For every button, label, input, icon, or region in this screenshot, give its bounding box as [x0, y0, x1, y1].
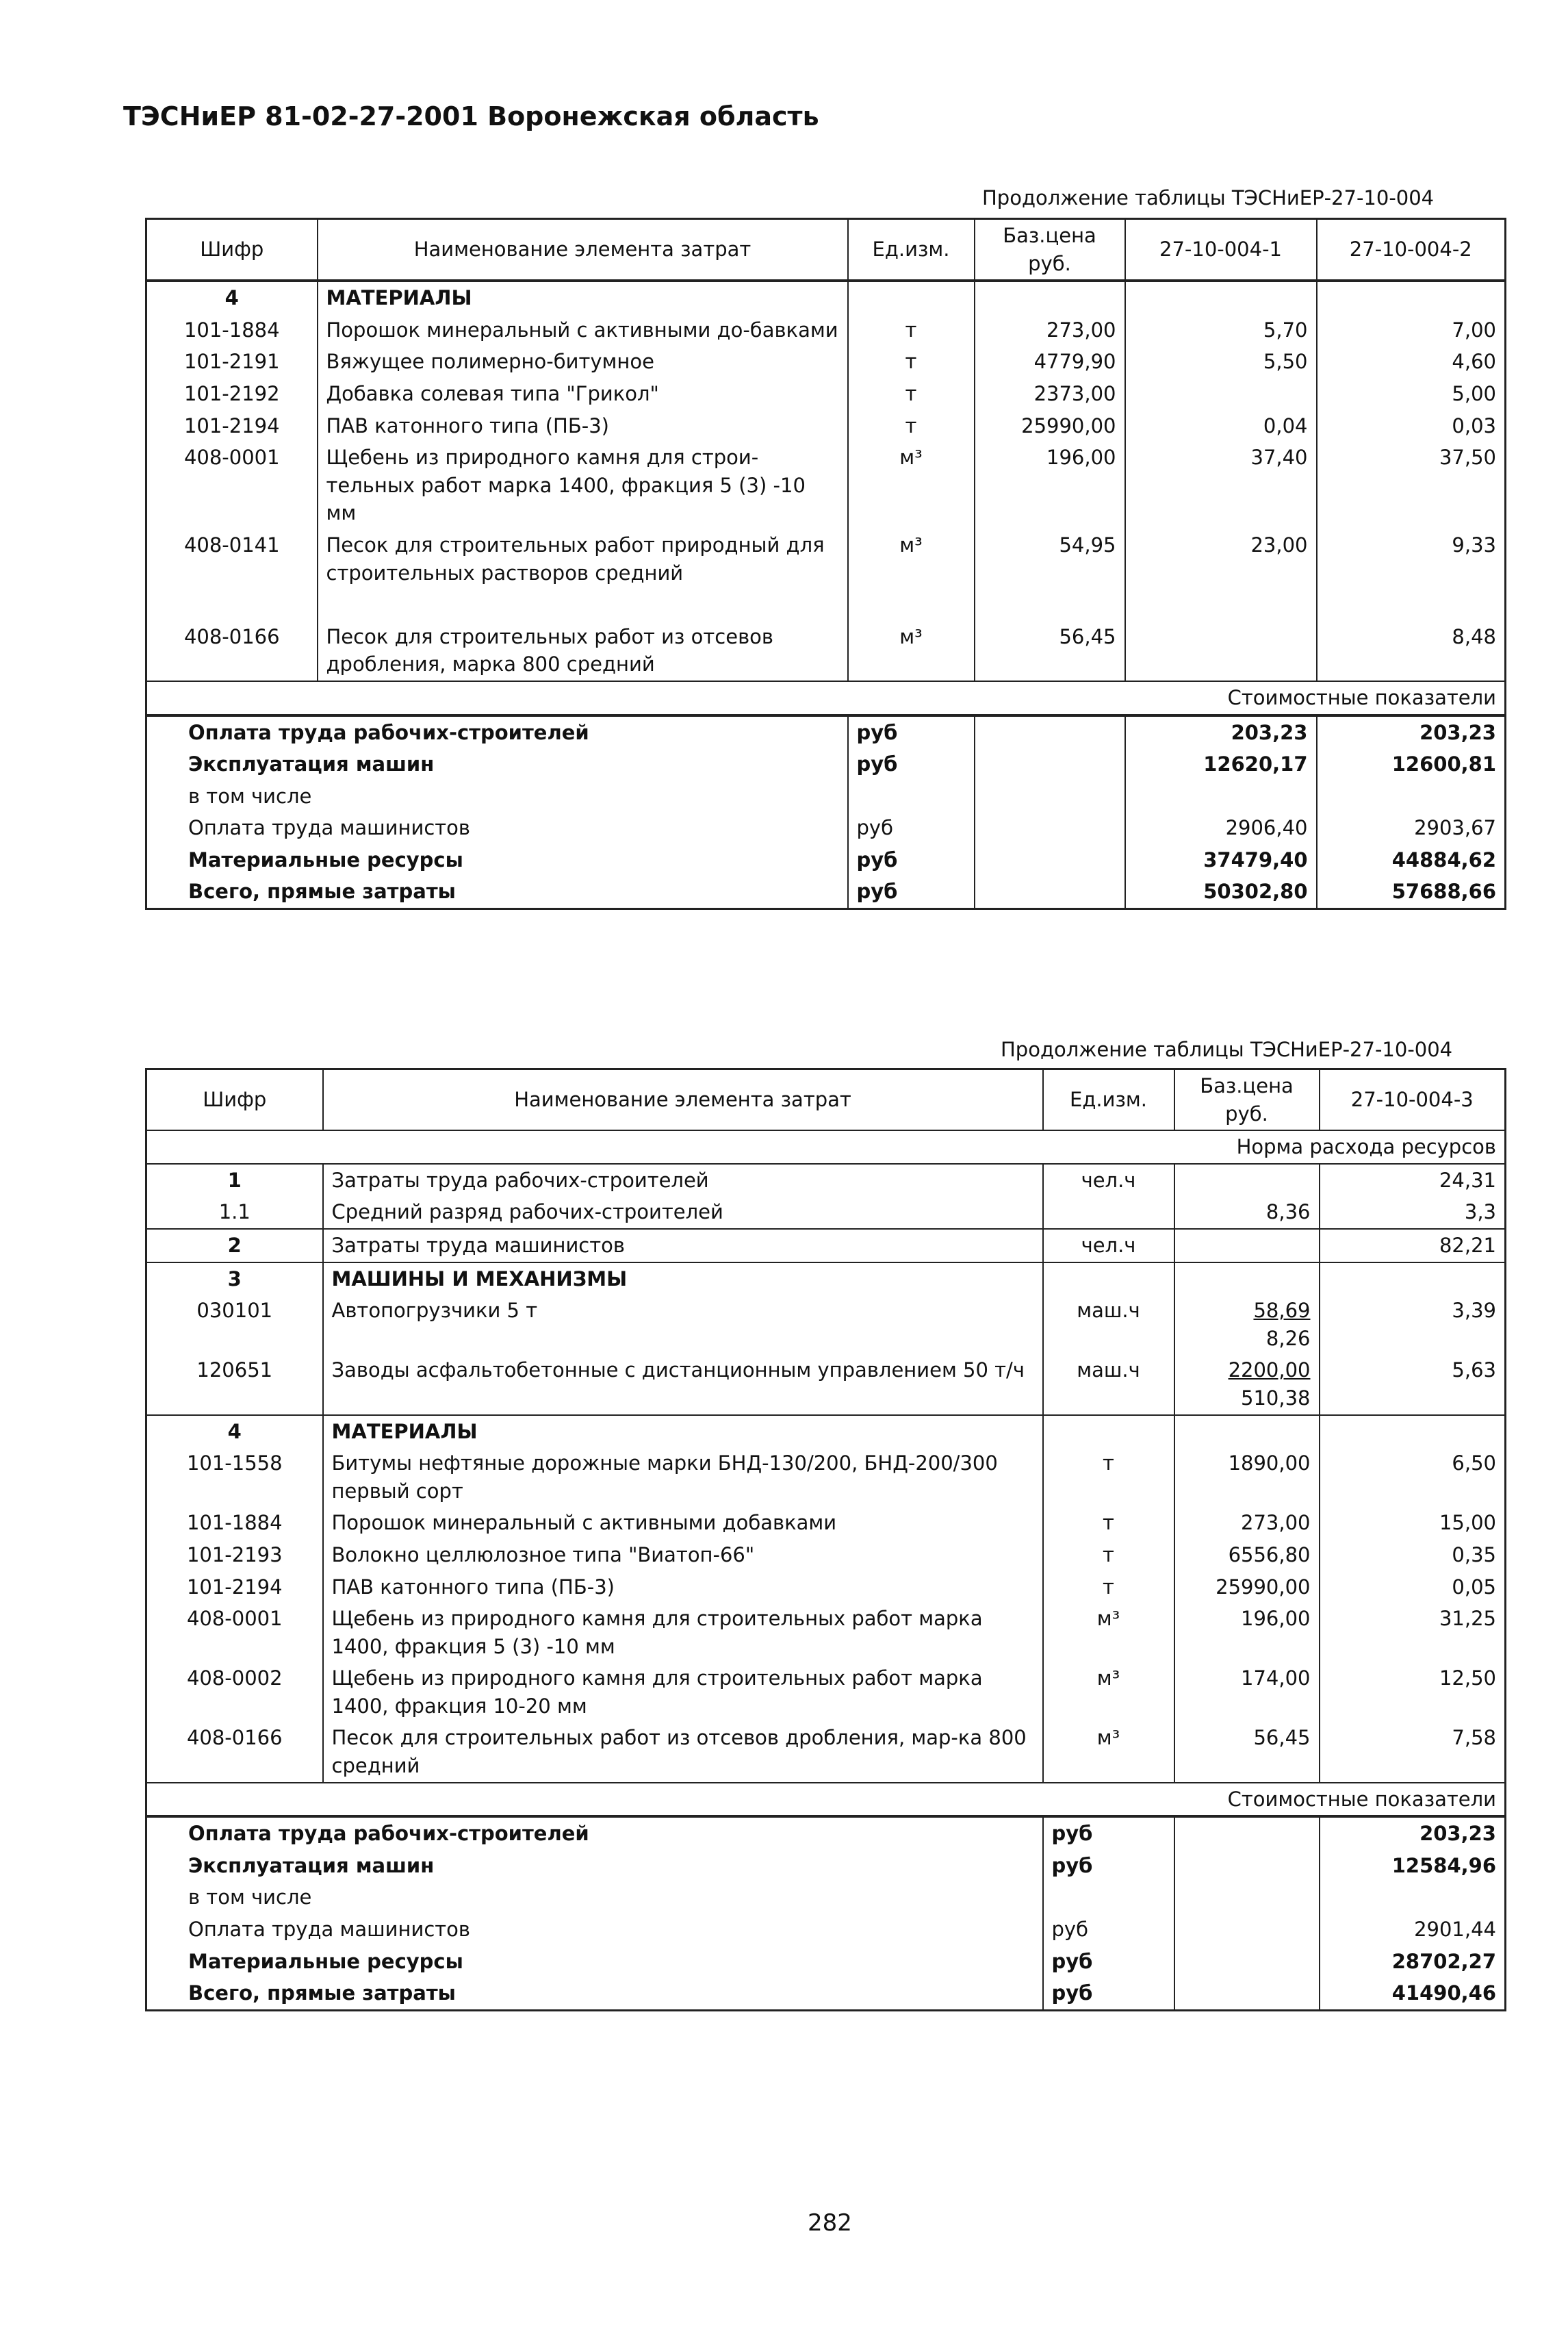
- price-bottom: 510,38: [1241, 1386, 1311, 1410]
- row-name: Добавка солевая типа "Грикол": [318, 378, 848, 410]
- page-header: ТЭСНиЕР 81-02-27-2001 Воронежская область: [123, 101, 819, 131]
- cost-row: [146, 1946, 1506, 1978]
- row-price: 56,45: [1174, 1722, 1320, 1782]
- cost-row: [146, 1816, 1506, 1850]
- cost-unit: руб: [1043, 1816, 1174, 1850]
- table-row: [146, 1196, 1506, 1229]
- cost-price-empty: [1174, 1881, 1320, 1914]
- cost-name: Всего, прямые затраты: [188, 880, 456, 904]
- cost-heading-row: [146, 681, 1506, 715]
- table-row: [146, 314, 1506, 346]
- row-unit: маш.ч: [1043, 1354, 1174, 1414]
- cost-value-1: 37479,40: [1125, 844, 1317, 876]
- row-unit: т: [848, 378, 975, 410]
- col-norm2-header: 27-10-004-2: [1317, 219, 1506, 281]
- cost-row: [146, 715, 1506, 749]
- row-name: МАШИНЫ И МЕХАНИЗМЫ: [323, 1262, 1043, 1295]
- cost-name: Оплата труда рабочих-строителей: [188, 720, 589, 744]
- cost-unit: руб: [1043, 1977, 1174, 2010]
- row-unit: т: [848, 410, 975, 442]
- cost-value: 41490,46: [1320, 1977, 1506, 2010]
- row-price: 54,95: [975, 529, 1125, 589]
- row-norm3: 6,50: [1320, 1447, 1506, 1507]
- cost-name: Эксплуатация машин: [188, 752, 435, 776]
- row-price: 196,00: [975, 442, 1125, 529]
- cost-price-empty: [975, 748, 1125, 780]
- row-code: 101-1884: [186, 1511, 283, 1535]
- cost-name: Эксплуатация машин: [188, 1853, 435, 1877]
- table-row: [146, 1295, 1506, 1354]
- col-code-header: Шифр: [200, 238, 264, 262]
- cost-unit: руб: [848, 715, 975, 749]
- cost-unit: руб: [848, 844, 975, 876]
- cost-value-1: 50302,80: [1125, 876, 1317, 908]
- price-bottom: 8,26: [1265, 1326, 1311, 1350]
- row-norm1-empty: [1125, 281, 1317, 314]
- cost-value: 28702,27: [1320, 1946, 1506, 1978]
- row-price: 4779,90: [975, 346, 1125, 378]
- row-code: 101-2194: [183, 414, 280, 437]
- row-code: 101-2192: [183, 381, 280, 405]
- spacer-cell: [1317, 589, 1506, 621]
- row-unit: м³: [848, 442, 975, 529]
- row-norm3: [1320, 1415, 1506, 1448]
- cost-value: [1320, 1881, 1506, 1914]
- row-code: 2: [227, 1233, 242, 1257]
- cost-value-2: 12600,81: [1317, 748, 1506, 780]
- col-norm1-header: 27-10-004-1: [1125, 219, 1317, 281]
- col-code-header: Шифр: [203, 1088, 267, 1112]
- row-price: 196,00: [1174, 1603, 1320, 1662]
- cost-row: [146, 1977, 1506, 2010]
- table-row: [146, 1539, 1506, 1571]
- table2-resources: [145, 1068, 1506, 2011]
- cost-price-empty: [1174, 1816, 1320, 1850]
- cost-unit: [1043, 1881, 1174, 1914]
- cost-value-1: [1125, 780, 1317, 813]
- cost-value-2: 57688,66: [1317, 876, 1506, 908]
- row-price: [1174, 1354, 1320, 1414]
- row-code: 120651: [196, 1358, 273, 1382]
- row-code: 4: [227, 1419, 242, 1443]
- row-price: 1890,00: [1174, 1447, 1320, 1507]
- row-code: 4: [224, 286, 239, 310]
- row-norm3: 7,58: [1320, 1722, 1506, 1782]
- table-row: [146, 1447, 1506, 1507]
- row-code: 408-0166: [183, 624, 280, 648]
- row-norm2: 7,00: [1317, 314, 1506, 346]
- cost-value-1: 12620,17: [1125, 748, 1317, 780]
- row-name: Затраты труда рабочих-строителей: [323, 1164, 1043, 1197]
- row-unit: [1043, 1196, 1174, 1229]
- row-code: 1: [227, 1168, 242, 1192]
- table-row: [146, 346, 1506, 378]
- row-price: 25990,00: [1174, 1571, 1320, 1603]
- row-price: [1174, 1415, 1320, 1448]
- row-norm3: 31,25: [1320, 1603, 1506, 1662]
- col-price-header: Баз.цена руб.: [1174, 1069, 1320, 1131]
- table1-header-row: [146, 219, 1506, 281]
- row-name: Щебень из природного камня для строи-тельных работ марка 1400, фракция 5 (3) -10 мм: [318, 442, 848, 529]
- col-unit-header: Ед.изм.: [848, 219, 975, 281]
- col-name-header: Наименование элемента затрат: [318, 219, 848, 281]
- row-norm2: 4,60: [1317, 346, 1506, 378]
- cost-price-empty: [1174, 1946, 1320, 1978]
- cost-price-empty: [975, 876, 1125, 908]
- norm-heading: Норма расхода ресурсов: [146, 1130, 1506, 1164]
- row-unit: маш.ч: [1043, 1295, 1174, 1354]
- row-norm3: 24,31: [1320, 1164, 1506, 1197]
- row-unit: т: [1043, 1507, 1174, 1539]
- cost-value-2: 44884,62: [1317, 844, 1506, 876]
- table-row: [146, 1603, 1506, 1662]
- cost-price-empty: [975, 812, 1125, 844]
- section-row: [146, 281, 1506, 314]
- cost-price-empty: [975, 780, 1125, 813]
- row-name: Вяжущее полимерно-битумное: [318, 346, 848, 378]
- spacer-cell: [146, 589, 318, 621]
- row-unit: чел.ч: [1043, 1229, 1174, 1262]
- table-row: [146, 529, 1506, 589]
- row-norm2: 9,33: [1317, 529, 1506, 589]
- row-code: 1.1: [218, 1200, 250, 1224]
- col-unit-header: Ед.изм.: [1043, 1069, 1174, 1131]
- cost-value: 12584,96: [1320, 1850, 1506, 1882]
- price-top: 2200,00: [1228, 1358, 1311, 1382]
- row-norm2: 37,50: [1317, 442, 1506, 529]
- cost-name: Материальные ресурсы: [188, 1949, 463, 1973]
- cost-heading: Стоимостные показатели: [146, 1783, 1506, 1817]
- row-unit: т: [848, 314, 975, 346]
- page-number: 282: [808, 2209, 852, 2237]
- col-norm3-header: 27-10-004-3: [1320, 1069, 1506, 1131]
- table-row: [146, 1722, 1506, 1782]
- row-norm1: 5,70: [1125, 314, 1317, 346]
- table2-caption: Продолжение таблицы ТЭСНиЕР-27-10-004: [1001, 1038, 1453, 1061]
- row-name: Песок для строительных работ из отсевов дробления, марка 800 средний: [318, 621, 848, 681]
- row-unit: м³: [1043, 1603, 1174, 1662]
- cost-row: [146, 780, 1506, 813]
- row-price: 6556,80: [1174, 1539, 1320, 1571]
- row-norm3: 0,05: [1320, 1571, 1506, 1603]
- row-price: 273,00: [975, 314, 1125, 346]
- row-norm3: 0,35: [1320, 1539, 1506, 1571]
- cost-unit: руб: [1043, 1914, 1174, 1946]
- row-name: Щебень из природного камня для строительных работ марка 1400, фракция 10-20 мм: [323, 1662, 1043, 1722]
- row-norm2: 5,00: [1317, 378, 1506, 410]
- cost-price-empty: [1174, 1977, 1320, 2010]
- row-price: 56,45: [975, 621, 1125, 681]
- row-price: 2373,00: [975, 378, 1125, 410]
- cost-name: Всего, прямые затраты: [188, 1981, 456, 2005]
- row-unit: чел.ч: [1043, 1164, 1174, 1197]
- row-norm3: 3,3: [1320, 1196, 1506, 1229]
- row-unit: т: [848, 346, 975, 378]
- cost-row: [146, 1914, 1506, 1946]
- cost-name: Материальные ресурсы: [188, 848, 463, 872]
- table-row: [146, 1662, 1506, 1722]
- row-norm1: [1125, 621, 1317, 681]
- cost-row: [146, 876, 1506, 908]
- row-unit: м³: [1043, 1662, 1174, 1722]
- cost-unit: руб: [848, 876, 975, 908]
- norm-heading-row: [146, 1130, 1506, 1164]
- row-code: 408-0002: [186, 1666, 283, 1690]
- section-row: [146, 1415, 1506, 1448]
- row-code: 408-0166: [186, 1726, 283, 1750]
- row-name: Волокно целлюлозное типа "Виатоп-66": [323, 1539, 1043, 1571]
- cost-name: Оплата труда рабочих-строителей: [188, 1822, 589, 1846]
- row-norm1: 0,04: [1125, 410, 1317, 442]
- row-norm1: 5,50: [1125, 346, 1317, 378]
- row-norm2-empty: [1317, 281, 1506, 314]
- row-norm3: 12,50: [1320, 1662, 1506, 1722]
- table-row: [146, 1571, 1506, 1603]
- row-name: Битумы нефтяные дорожные марки БНД-130/200, БНД-200/300 первый сорт: [323, 1447, 1043, 1507]
- row-price: [1174, 1229, 1320, 1262]
- table-row: [146, 621, 1506, 681]
- spacer-cell: [318, 589, 848, 621]
- row-price: [1174, 1164, 1320, 1197]
- row-unit-empty: [848, 281, 975, 314]
- cost-value: 203,23: [1320, 1816, 1506, 1850]
- row-code: 101-2193: [186, 1542, 283, 1566]
- row-name: ПАВ катонного типа (ПБ-3): [318, 410, 848, 442]
- row-unit: т: [1043, 1447, 1174, 1507]
- spacer-cell: [848, 589, 975, 621]
- cost-value-2: [1317, 780, 1506, 813]
- cost-name: в том числе: [188, 1885, 312, 1909]
- cost-value-1: 203,23: [1125, 715, 1317, 749]
- spacer-row: [146, 589, 1506, 621]
- row-name: Затраты труда машинистов: [323, 1229, 1043, 1262]
- row-name: Порошок минеральный с активными до-бавками: [318, 314, 848, 346]
- row-unit: т: [1043, 1571, 1174, 1603]
- cost-name: в том числе: [188, 784, 312, 808]
- row-name: Песок для строительных работ природный для строительных растворов средний: [318, 529, 848, 589]
- cost-name: Оплата труда машинистов: [188, 1918, 470, 1942]
- table-row: [146, 1229, 1506, 1262]
- cost-row: [146, 1881, 1506, 1914]
- col-name-header: Наименование элемента затрат: [323, 1069, 1043, 1131]
- row-norm2: 8,48: [1317, 621, 1506, 681]
- cost-row: [146, 812, 1506, 844]
- row-unit: м³: [848, 529, 975, 589]
- row-name: Автопогрузчики 5 т: [323, 1295, 1043, 1354]
- cost-price-empty: [1174, 1914, 1320, 1946]
- row-name: МАТЕРИАЛЫ: [318, 281, 848, 314]
- row-price: 273,00: [1174, 1507, 1320, 1539]
- cost-row: [146, 1850, 1506, 1882]
- row-name: Щебень из природного камня для строительных работ марка 1400, фракция 5 (3) -10 мм: [323, 1603, 1043, 1662]
- row-unit: [1043, 1262, 1174, 1295]
- row-name: ПАВ катонного типа (ПБ-3): [323, 1571, 1043, 1603]
- row-code: 101-2194: [186, 1575, 283, 1599]
- row-norm1: [1125, 378, 1317, 410]
- spacer-cell: [975, 589, 1125, 621]
- cost-row: [146, 748, 1506, 780]
- row-unit: [1043, 1415, 1174, 1448]
- cost-unit: руб: [1043, 1850, 1174, 1882]
- row-price-empty: [975, 281, 1125, 314]
- cost-heading-row: [146, 1783, 1506, 1817]
- section-row: [146, 1262, 1506, 1295]
- row-code: 3: [227, 1267, 242, 1291]
- row-name: Песок для строительных работ из отсевов дробления, мар-ка 800 средний: [323, 1722, 1043, 1782]
- cost-unit: руб: [848, 748, 975, 780]
- row-norm1: 23,00: [1125, 529, 1317, 589]
- row-unit: м³: [1043, 1722, 1174, 1782]
- row-code: 408-0001: [183, 446, 280, 470]
- table-row: [146, 410, 1506, 442]
- table-row: [146, 378, 1506, 410]
- col-price-header: Баз.цена руб.: [975, 219, 1125, 281]
- cost-unit: [848, 780, 975, 813]
- table-row: [146, 1164, 1506, 1197]
- table1-caption: Продолжение таблицы ТЭСНиЕР-27-10-004: [982, 186, 1435, 209]
- price-top: 58,69: [1253, 1299, 1311, 1323]
- row-code: 408-0141: [183, 533, 280, 557]
- row-norm2: 0,03: [1317, 410, 1506, 442]
- row-price: [1174, 1262, 1320, 1295]
- cost-price-empty: [1174, 1850, 1320, 1882]
- row-norm1: 37,40: [1125, 442, 1317, 529]
- table1-materials: [145, 218, 1506, 910]
- cost-price-empty: [975, 715, 1125, 749]
- table-row: [146, 1507, 1506, 1539]
- row-code: 101-2191: [183, 350, 280, 374]
- row-norm3: 3,39: [1320, 1295, 1506, 1354]
- table-row: [146, 442, 1506, 529]
- cost-value-2: 203,23: [1317, 715, 1506, 749]
- cost-value-2: 2903,67: [1317, 812, 1506, 844]
- row-name: Средний разряд рабочих-строителей: [323, 1196, 1043, 1229]
- cost-price-empty: [975, 844, 1125, 876]
- cost-value: 2901,44: [1320, 1914, 1506, 1946]
- table2-header-row: [146, 1069, 1506, 1131]
- row-norm3: [1320, 1262, 1506, 1295]
- spacer-cell: [1125, 589, 1317, 621]
- cost-heading: Стоимостные показатели: [146, 681, 1506, 715]
- cost-unit: руб: [848, 812, 975, 844]
- row-code: 101-1884: [183, 318, 280, 342]
- cost-value-1: 2906,40: [1125, 812, 1317, 844]
- cost-name: Оплата труда машинистов: [188, 816, 470, 840]
- row-norm3: 5,63: [1320, 1354, 1506, 1414]
- row-norm3: 15,00: [1320, 1507, 1506, 1539]
- row-code: 101-1558: [186, 1451, 283, 1475]
- row-norm3: 82,21: [1320, 1229, 1506, 1262]
- table-row: [146, 1354, 1506, 1414]
- row-price: 25990,00: [975, 410, 1125, 442]
- row-price: 8,36: [1174, 1196, 1320, 1229]
- row-name: Заводы асфальтобетонные с дистанционным управлением 50 т/ч: [323, 1354, 1043, 1414]
- row-name: Порошок минеральный с активными добавками: [323, 1507, 1043, 1539]
- row-price: [1174, 1295, 1320, 1354]
- cost-unit: руб: [1043, 1946, 1174, 1978]
- row-unit: т: [1043, 1539, 1174, 1571]
- row-unit: м³: [848, 621, 975, 681]
- cost-row: [146, 844, 1506, 876]
- row-price: 174,00: [1174, 1662, 1320, 1722]
- row-code: 030101: [196, 1299, 273, 1323]
- row-code: 408-0001: [186, 1607, 283, 1631]
- row-name: МАТЕРИАЛЫ: [323, 1415, 1043, 1448]
